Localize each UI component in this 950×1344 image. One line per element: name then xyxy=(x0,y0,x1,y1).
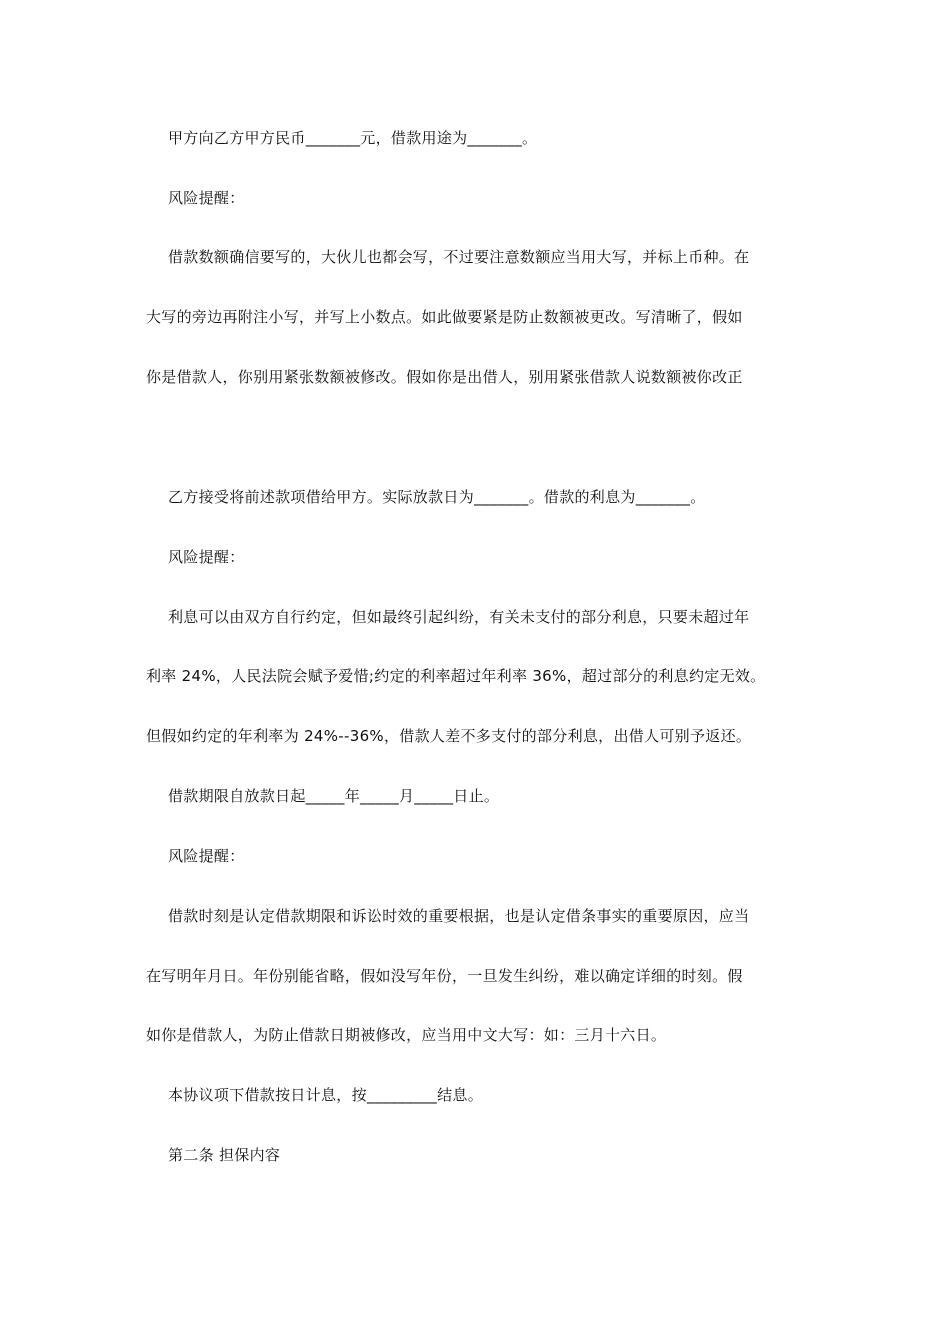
paragraph-line: 但假如约定的年利率为 24%--36%，借款人差不多支付的部分利息，出借人可别予返还。 xyxy=(146,727,752,745)
paragraph-line: 利息可以由双方自行约定，但如最终引起纠纷，有关未支付的部分利息，只要未超过年 xyxy=(168,608,750,626)
loan-term-line: 借款期限自放款日起_____年_____月_____日止。 xyxy=(168,787,500,805)
loan-amount-line: 甲方向乙方甲方民币_______元，借款用途为_______。 xyxy=(168,129,538,147)
section-heading: 第二条 担保内容 xyxy=(168,1146,281,1164)
paragraph-line: 在写明年月日。年份别能省略，假如没写年份，一旦发生纠纷，难以确定详细的时刻。假 xyxy=(146,967,743,985)
paragraph-line: 借款时刻是认定借款期限和诉讼时效的重要根据，也是认定借条事实的重要原因，应当 xyxy=(168,907,750,925)
interest-settlement-line: 本协议项下借款按日计息，按_________结息。 xyxy=(168,1086,484,1104)
risk-reminder-heading: 风险提醒： xyxy=(168,189,245,207)
risk-reminder-heading: 风险提醒： xyxy=(168,847,245,865)
release-date-line: 乙方接受将前述款项借给甲方。实际放款日为_______。借款的利息为_______。 xyxy=(168,488,706,506)
paragraph-line: 利率 24%，人民法院会赋予爱惜;约定的利率超过年利率 36%，超过部分的利息约定无效。 xyxy=(146,667,766,685)
paragraph-line: 大写的旁边再附注小写，并写上小数点。如此做要紧是防止数额被更改。写清晰了，假如 xyxy=(146,308,743,326)
paragraph-line: 你是借款人，你别用紧张数额被修改。假如你是出借人，别用紧张借款人说数额被你改正 xyxy=(146,368,743,386)
paragraph-line: 如你是借款人，为防止借款日期被修改，应当用中文大写：如：三月十六日。 xyxy=(146,1026,667,1044)
paragraph-line: 借款数额确信要写的，大伙儿也都会写，不过要注意数额应当用大写，并标上币种。在 xyxy=(168,248,750,266)
risk-reminder-heading: 风险提醒： xyxy=(168,548,245,566)
